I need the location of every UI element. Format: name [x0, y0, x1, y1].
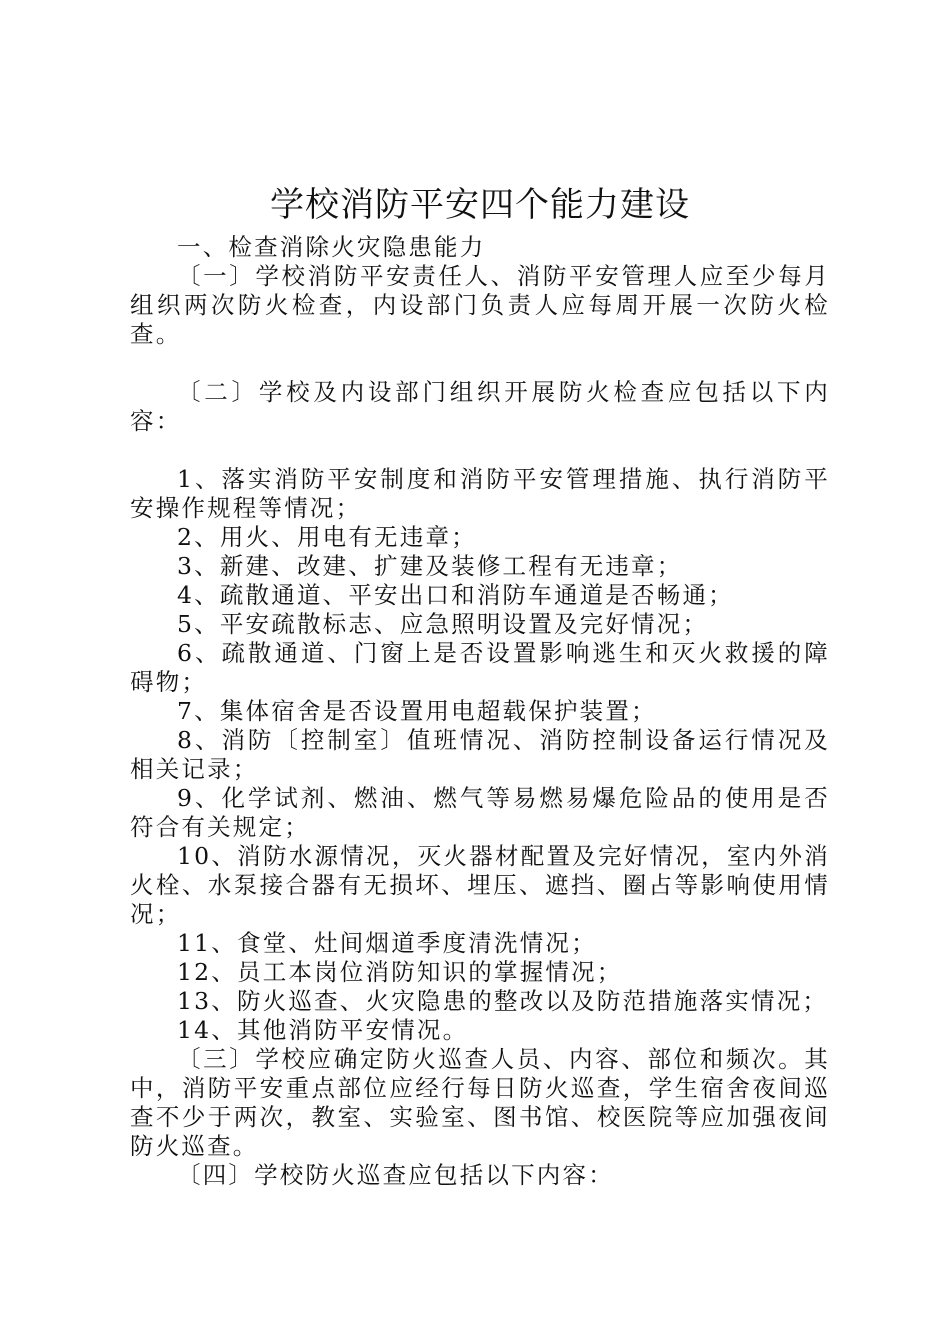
list-item: 6、疏散通道、门窗上是否设置影响逃生和灭火救援的障碍物；	[130, 639, 830, 696]
list-item: 4、疏散通道、平安出口和消防车通道是否畅通；	[177, 581, 734, 609]
paragraph: 〔一〕学校消防平安责任人、消防平安管理人应至少每月组织两次防火检查，内设部门负责人应每周开展一次防火检查。	[130, 262, 830, 348]
paragraph-gap	[130, 349, 830, 378]
list-item: 8、消防〔控制室〕值班情况、消防控制设备运行情况及相关记录；	[130, 726, 830, 783]
list-item: 13、防火巡查、火灾隐患的整改以及防范措施落实情况；	[177, 987, 829, 1015]
paragraph: 〔三〕学校应确定防火巡查人员、内容、部位和频次。其中，消防平安重点部位应经行每日防火巡查，学生宿舍夜间巡查不少于两次，教室、实验室、图书馆、校医院等应加强夜间防火巡查。	[130, 1045, 830, 1160]
list-item: 7、集体宿舍是否设置用电超载保护装置；	[177, 697, 657, 725]
list-item: 11、食堂、灶间烟道季度清洗情况；	[177, 929, 597, 957]
list-item: 1、落实消防平安制度和消防平安管理措施、执行消防平安操作规程等情况；	[130, 465, 830, 522]
list-item: 9、化学试剂、燃油、燃气等易燃易爆危险品的使用是否符合有关规定；	[130, 784, 830, 841]
list-item: 10、消防水源情况，灭火器材配置及完好情况，室内外消火栓、水泵接合器有无损坏、埋压、遮挡、圈占等影响使用情况；	[130, 842, 830, 928]
list-item: 2、用火、用电有无违章；	[177, 523, 477, 551]
list-item: 12、员工本岗位消防知识的掌握情况；	[177, 958, 623, 986]
list-item: 3、新建、改建、扩建及装修工程有无违章；	[177, 552, 683, 580]
document-title: 学校消防平安四个能力建设	[270, 185, 690, 225]
section-heading: 一、检查消除火灾隐患能力	[177, 233, 486, 261]
paragraph: 〔二〕学校及内设部门组织开展防火检查应包括以下内容：	[130, 378, 830, 435]
paragraph-gap	[130, 436, 830, 465]
list-item: 14、其他消防平安情况。	[177, 1016, 469, 1044]
document-body	[130, 233, 830, 1190]
list-item: 5、平安疏散标志、应急照明设置及完好情况；	[177, 610, 709, 638]
paragraph: 〔四〕学校防火巡查应包括以下内容：	[177, 1161, 614, 1189]
